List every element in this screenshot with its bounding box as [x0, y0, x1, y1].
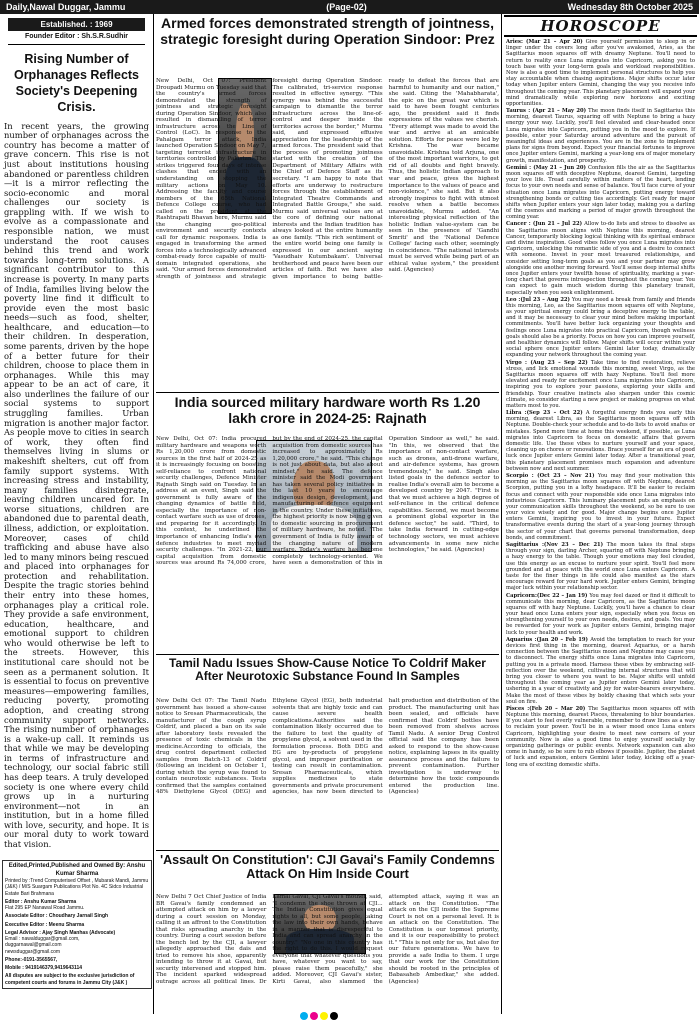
- article-3-body: New Delhi Oct 07: The Tamil Nadu government has issued a show-cause notice to Sresan Pharmaceuticals, the manufacturer of the cough syrup Coldrif, and placed a ban on its sale after laboratory tests revealed the presence of toxic chemicals in the medicine.According to officials, the drug control department collected samples from Batch-13 of Coldrif (following an incident on October 1, during which the syrup was found to contain neurotoxic substances. Tests confirmed that the samples contained 48% Diethylene Glycol (DEG) and Ethylene Glycol (EG), both industrial solvents that are highly toxic and can cause severe health complications.Authorities said the contamination likely occurred due to the failure to test the quality of propylene glycol, a solvent used in the formulation process. Both DEG and EG are by-products of propylene glycol, and improper purification or testing can result in contamination. Sresan Pharmaceuticals, which supplies medicines to state governments and private procurement agencies, has now been directed to halt production and distribution of the product. The manufacturing unit has been sealed, and officials have confirmed that Coldrif bottles have been removed from shelves across Tamil Nadu. A senior Drug Control official said the company has been asked to respond to the show-cause notice, explaining lapses in its quality assurance process and the failure to prevent contamination. Further investigation is underway to determine how the toxic compounds entered the production line. (Agencies): [156, 698, 499, 796]
- horoscope-sign-text: The moon finds itself in Sagittarius this morning, dearest Taurus, squaring off with Neptune to bring a hazy energy your way. Luckily, you'll feel elevated and clear-headed once Luna migrates into Capricorn, putting you in the mood to explore. If possible, enter your Saturday around adventure and the pursuit of meaningful ideas and experiences. You are in the zone to implement plans for signs from beyond. Expect your financial fortunes to improve once Jupiter enters Gemini, marking a year-long era of major monetary growth, manifestation, and prosperity.: [506, 108, 695, 164]
- imprint-exec: Executive Editor : Meenu Sharma: [5, 921, 85, 928]
- news-column: [156, 14, 499, 1020]
- horoscope-entry: [506, 542, 695, 592]
- horoscope-entry: [506, 410, 695, 472]
- masthead-paper: Daily,Nawal Duggar, Jammu: [6, 2, 126, 12]
- horoscope-sign-name: Pisces :(Feb 20 – Mar 20): [506, 705, 586, 712]
- horoscope-sign-text: Allow to-do lists and stress to dissolve as the Sagittarius moon aligns with Neptune this morning, dearest Cancer, temporarily blocking logical thinking with its spiritual embrace and divine inspiration. Good vibes follow you once Luna migrates into Capricorn, unlocking the romantic side of you and a desire to connect with someone. Invest in your most treasured relationships, and consider setting long-term goals as you and your partner may grow alongside one another moving forward. You'll sense deep internal shifts once Jupiter enters your twelfth house of spirituality, marking a year-long chart that governs introspection throughout the coming year. You can expect to gain much wisdom during this planetary transit, especially when you seek enlightenment.: [506, 221, 695, 296]
- imprint-legal: Legal Advisor : Ajay Singh Manhas (Advocate): [5, 929, 116, 936]
- horoscope-entry: [506, 593, 695, 636]
- horoscope-entry: [506, 297, 695, 359]
- horoscope-sign-text: You may find your motivation this morning as the Sagittarius moon squares off with Neptune, dearest Scorpion, putting you in a lofty headspace. It'll be easier to reclaim focus and connect with your responsible side once Luna migrates into industrious Capricorn. This luminary placement puts an emphasis on your communication skills throughout the weekend, so be sure to use your voice wisely and for good. Major change begins once Jupiter enters Gemini, inspiring you to invest in your future. Expect transformative events during the start of a year-long journey through the sector of your chart that governs personal transformation, deep bonds, and commitment.: [506, 472, 695, 541]
- horoscope-entry: [506, 473, 695, 541]
- horoscope-entry: [506, 165, 695, 221]
- headline-1: Armed forces demonstrated strength of jointness, strategic foresight during Operation Sindoor: Prez: [160, 15, 495, 47]
- masthead-date: Wednesday 8th October 2025: [567, 2, 693, 12]
- column-rule: [501, 14, 502, 1014]
- headline-3: Tamil Nadu Issues Show-Cause Notice To Coldrif Maker After Neurotoxic Substance Found In Samples: [156, 654, 499, 694]
- print-registration-marks: [300, 1012, 338, 1020]
- horoscope-sign-text: A forgetful energy finds you early this morning, dearest Libra, as the Sagittarius moon squares off with Neptune. Double-check your schedule and to-do lists to avoid snafus or mistakes. Spend more time at home this weekend, if possible, as Luna migrates into Capricorn to focus on domestic affairs that govern domestic life. Use these vibes to nurture yourself and your space, cleaning up on chores or renovations. Brace yourself for an era of good luck once Jupiter enters Gemini later today. After a transitional year, this planetary placement promises much expansion and adventure between now and next summer.: [506, 410, 695, 472]
- horoscope-sign-text: The moon takes its final steps through your sign, darling Archer, squaring off with Neptune bringing a hazy energy to the table. Though your emotions may feel clouded, use this energy as an excuse to nurture your spirit. You'll feel more grounded and at peace with the world once Luna enters Capricorn. A taste for the finer things in life could also manifest as the stars encourage reward for your hard work. Jupiter enters Gemini, bringing major luck within your relationship sector.: [506, 542, 695, 592]
- horoscope-entry: [506, 108, 695, 164]
- horoscope-title: HOROSCOPE: [504, 15, 697, 37]
- horoscope-sign-name: Aquarius :(Jan 20 – Feb 19): [506, 636, 588, 643]
- horoscope-sign-text: You may need a break from family and friends this morning, Leo, as the Sagittarius moon squares off with Neptune, as your spiritual energy could bring a deceptive energy to the table, and it may be necessary to clear your mind before making important commitments. You'll have better luck organizing your thoughts and feelings once Luna migrates into practical Capricorn, though wellness goals should also be a priority. Focus on how you can improve yourself, and healthier dynamics will follow. Major shifts will occur within your social sphere once Jupiter enters Gemini later today, dramatically expanding your network throughout the coming year.: [506, 296, 695, 359]
- imprint-phone: Phone:-0191-3565567,: [5, 956, 58, 963]
- horoscope-sign-text: Give yourself permission to sleep in or linger under the covers long after you've awakened, Aries, as the Sagittarius moon squares off with dreamy Neptune. You'll need to return to reality once Luna migrates into Capricorn, asking you to touch base with your long-term goals and workload responsibilities. Now is also a good time to implement personal structures to help you stay accountable when chasing aspirations. Major shifts occur later today when Jupiter enters Gemini, changing the way you receive info throughout the coming year. This planetary placement will expand your mind dramatically while exploring new horizons and exciting opportunities.: [506, 39, 695, 107]
- horoscope-sign-text: You may feel dazed or find it difficult to communicate this morning, dear Capricorn, as the Sagittarius moon squares off with hazy Neptune. Luckily, you'll have a chance to clear your head once Luna enters your sign, especially when you focus on strengthening yourself to your own needs, desires, and goals. You may be rewarded for your work as Jupiter enters Gemini, bringing major luck to your health and work.: [506, 592, 695, 636]
- horoscope-sign-name: Capricorn:(Dec 22 – Jan 19): [506, 592, 588, 599]
- article-4-body: New Delhi 7 Oct Chief Justice of India BR Gavai's family condemned an attempted attack on him by a lawyer during a court session on Monday, calling it an affront to the Constitution that risks spreading anarchy in the country. During a court session before the bench led by the CJI, a lawyer allegedly approached the dais and tried to remove his shoe, apparently intending to throw it at Gavai, but security intervened and stopped him. The incident sparked widespread outrage across all political lines. Dr Kamal Gavai, CJI Gavai's mother, said, "I condemn the shoe thrown at CJI... The Indian Constitution gives equal rights to all, but some people, taking the law into their own hands, behave in a manner that is disrespectful to India and can spread anarchy in the country." "No one in this country has the right to do this. I would request everyone that whatever questions you have, whatever you want to say, please raise them peacefully," she added. Moreover, CJI Gavai's sister, Kirti Gavai, also slammed the attempted attack, saying it was an attack on the Constitution. "The attack on the CJI inside the Supreme Court is not on a personal level. It is an attack on the Constitution. The Constitution is our topmost priority, and it is our responsibility to protect it." "This is not only for us, but also for our future generations. We have to provide a safe India to them. I urge that our work for the Constitution should be rooted in the principles of Babasaheb Ambedkar," she added. (Agencies): [156, 894, 499, 985]
- column-rule: [153, 14, 154, 1014]
- horoscope-body: [504, 39, 697, 768]
- horoscope-sign-name: Sagittarius :(Nov 23 – Dec 21): [506, 542, 604, 548]
- horoscope-sign-name: Gemini : (May 21 – Jun 20): [506, 164, 586, 171]
- horoscope-sign-name: Leo :(Jul 23 – Aug 22): [506, 296, 570, 303]
- horoscope-sign-text: Avoid the temptation to reach for your devices first thing in the morning, dearest Aquarius, or a harsh connection between the Sagittarius moon and Neptune may cause you to disconnect. The energy shifts once Luna migrates into Capricorn, putting you in a private mood. Harness these vibes by embracing self-reflection over the weekend, cultivating internal structures that will bring you closer to where you want to be. Major shifts will unfold throughout the coming year as Jupiter enters Gemini later today, ushering in a year of creativity and joy for water-bearers everywhere. Make the most of these vibes by boldly chasing that which sets your soul on fire.: [506, 636, 695, 705]
- horoscope-sign-text: Take time to find restoration, relieve stress, and lick emotional wounds this morning, sweet Virgo, as the Sagittarius moon squares off with hazy Neptune. You'll feel more elevated and ready for excitement once Luna migrates into Capricorn, inspiring you to explore your passions, exploring your skills and friendship. Your creative instincts also sharpen under this cosmic climate, so consider starting a new project or making progress on what matters most to you.: [506, 359, 695, 409]
- horoscope-entry: [506, 221, 695, 295]
- horoscope-sign-name: Aries: (Mar 21 – Apr 20): [506, 39, 583, 45]
- imprint-email3: newsduggar@gmail.com: [5, 948, 61, 955]
- masthead-bar: [0, 0, 699, 14]
- founder-label: Founder Editor : Sh.S.R.Sudhir: [8, 33, 145, 44]
- masthead-page: (Page-02): [326, 2, 367, 12]
- horoscope-entry: [506, 39, 695, 107]
- horoscope-entry: [506, 637, 695, 705]
- editorial-body: In recent years, the growing number of orphanages across the country has become a matter of grave concern. This rise is not just about institutions housing abandoned or parentless children—it is a mirror reflecting the socio-economic and moral challenges our society is grappling with. If we wish to evolve as a compassionate and responsible nation, we must understand the root causes behind this trend and work towards long-term solutions. A significant contributor to this increase is poverty. In many parts of India, families living below the poverty line find it difficult to provide even the most basic needs—such as food, shelter, healthcare, and education—to their children. In desperation, some parents, driven by the hope of a better future for their children, choose to place them in orphanages. While this may appear to be an act of care, it also underlines the failure of our social systems to support struggling families. Urban migration is another major factor. As people move to cities in search of work, they often find themselves living in slums or makeshift shelters, cut off from family support systems. With increasing stress and instability, many families disintegrate, leaving children uncared for. In worse situations, children are abandoned due to parental death, illness, addiction, or exploitation. Moreover, cases of child trafficking and abuse have also led to many minors being rescued and placed into orphanages for protection and rehabilitation. Despite the tragic stories behind their entry into these homes, orphanages play a critical role. They provide a safe environment, education, healthcare, and emotional support to children who would otherwise be left to the streets. However, this institutional care should not be seen as a permanent solution. It is essential to focus on preventive measures—empowering families, reducing poverty, promoting adoption, and creating strong community support networks. The rising number of orphanages is a wake-up call. It reminds us that while we may be developing in terms of infrastructure and technology, our social fabric still has deep tears. A truly developed society is one where every child grows up in a nurturing environment—not in an institution, but in a home filled with love, security, and hope. It is our moral duty to work toward that vision.: [4, 120, 149, 850]
- imprint-assoc: Associate Editor : Choudhary Jarnail Singh: [5, 913, 109, 920]
- imprint-box: [2, 860, 152, 989]
- article-1-body: New Delhi, Oct 07: President Droupadi Murmu on Tuesday said that the country's armed forces demonstrated the strength of jointness and strategic foresight during Operation Sindoor, which also resulted in dismantling of terror infrastructure across the Line of Control (LoC). In response to the Pahalgam terror attack, India launched Operation Sindoor on May 7, targeting terrorist infrastructure in territories controlled by Pakistan. The strikes triggered four days of intense clashes that ended with an understanding on stopping the military actions on May 10. Addressing the faculty and course members of the 65th National Defence College course, who had called on the president at the Rashtrapati Bhavan here, Murmu said the changing geo-political environment and security contexts call for dynamic responses. India is engaged in transforming the armed forces into a technologically advanced combat-ready force capable of multi-domain integrated operations, she said. "Our armed forces demonstrated strength of jointness and strategic foresight during Operation Sindoor. The calibrated, tri-service response resulted in effective synergy. "This synergy was behind the successful campaign to dismantle the terror infrastructure across the line-of-control and deeper inside the territories across the border," Murmu said, and expressed effusive appreciation for the leadership of the armed forces. The president said that the process of promoting jointness started with the creation of the Department of Military Affairs with the Chief of Defence Staff as its secretary. "I am happy to note that efforts are underway to restructure forces through the establishment of Integrated Theatre Commands and Integrated Battle Groups," she said. Murmu said universal values are at the core of defining our national interests and the Indian tradition has always looked at the entire humanity as one family. "This rich sentiment of the entire world being one family is expressed in our ancient saying 'Vasudhaiv Kutumbakam'. Universal brotherhood and peace have been our articles of faith. But we have also given importance to being battle-ready to defeat the forces that are harmful to humanity and our nation," she said. Citing the 'Mahabharata', the epic on the great war which is said to have been fought centuries ago, the president said it finds expressions of the values we cherish. "Every attempt was made to avoid the war and arrive at an amicable solution. Efforts for peace were led by Krishna. The war became unavoidable. Krishna told Arjuna, one of the most important warriors, to get rid of all doubts and fight bravely. Thus, the holistic Indian approach to war and peace, gives the highest importance to the values of peace and non-violence," she said. But it also strongly inspires to fight with utmost resolve when a battle becomes unavoidable, Murmu added. "An interesting physical reflection of the holistic Indian value-system can be seen in the presence of 'Gandhi Smriti' and the 'National Defence College' facing each other, seemingly in coincidence. "The national interests must be served while being part of an ethical value system," the president said. (Agencies): [156, 78, 499, 280]
- imprint-email1: Email : nawalduggar@gmail.com,: [5, 936, 80, 942]
- headline-2: India sourced military hardware worth Rs 1.20 lakh crore in 2024-25: Rajnath: [156, 392, 499, 432]
- editorial-heading: Rising Number of Orphanages Reflects Society's Deepening Crisis.: [13, 51, 140, 115]
- horoscope-sign-name: Scorpio : (Oct 23 – Nov 21): [506, 472, 595, 479]
- horoscope-sign-name: Libra :(Sep 23 – Oct 22): [506, 410, 583, 417]
- headline-4: 'Assault On Constitution': CJI Gavai's Family Condemns Attack On Him Inside Court: [156, 850, 499, 890]
- imprint-email2: duggarnawal@gmail.com: [5, 942, 62, 949]
- horoscope-column: [504, 14, 697, 1020]
- established-label: Established. : 1969: [8, 18, 145, 31]
- article-2-body: New Delhi, Oct 07: India procured military hardware and weapons worth Rs 1,20,000 crore from domestic sources in the first half of 2024-25 as it is increasingly focusing on boosting self-reliance to confront national security challenges, Defence Minister Rajnath Singh said on Tuesday. In an address at an event, Singh said the government is fully aware of the changing dynamics of battle field, especially the importance of non-contact warfare such as use of drones, and preparing for it accordingly. In this context, he underlined the importance of enhancing India's own defence industries to meet myriad security challenges. "In 2021-22, our capital acquisition from domestic sources was around Rs 74,000 crore, but by the end of 2024-25, the capital acquisition from domestic sources has increased to approximately Rs 1,20,000 crore," he said. "This change is not just about data, but also about mindset," he said. The defence minister said the Modi government has taken several policy initiatives in the last 10 years to encourage indigenous design, development, and manufacturing of defence equipment in the country. Under these initiatives, the highest priority is now being given to domestic sourcing in procurement of military hardware, he noted. "The government of India is fully aware of the changing nature of modern warfare. Today's warfare has become completely technology-oriented. We have seen a demonstration of this in Operation Sindoor as well," he said. "In this, we observed that the importance of non-contact warfare, such as drones, anti-drone warfare, and air-defence systems, has grown tremendously," he said. Singh also listed goals in the defence sector to realise India's overall aim to become a developed country by 2047. "First is that we must achieve a high degree of self-reliance in the critical defence capabilities. Second, we must become a prominent global exporter in the defence sector," he said. "Third, to take India forward in cutting-edge technology sectors, we must achieve advancements in some new niche technologies," he said. (Agencies): [156, 436, 499, 567]
- imprint-printed: Printed by :Trend Computerised Offset , Mubarak Mandi, Jammu (J&K) / M/S Suargam Publications Plot No. 4C Sidco Industrial Estate Bari Brahmana: [5, 878, 149, 897]
- horoscope-entry: [506, 706, 695, 768]
- horoscope-sign-name: Taurus : (Apr 21 – May 20): [506, 108, 587, 115]
- horoscope-sign-name: Cancer : (Jun 21 – Jul 22): [506, 221, 583, 228]
- imprint-title: Edited,Printed,Published and Owned By: Anshu Kumar Sharma: [8, 863, 146, 877]
- horoscope-sign-text: Confusion fills the air as the Sagittarius moon squares off with deceptive Neptune, dearest Gemini, targeting your love life. Tread carefully within matters of the heart, lending focus to your own needs and sense of balance. You'll face curve of your situation once Luna migrates into Capricorn, putting energy toward strengthening bonds or cutting ties accordingly. Get ready for major shifts when Jupiter enters your sign later today, making you a darling of the cosmos and marking a period of major growth throughout the coming year.: [506, 164, 695, 221]
- horoscope-entry: [506, 360, 695, 410]
- imprint-mobile: Mobile : 9419146379,9419643114: [5, 965, 83, 971]
- imprint-flat: Flat 295 EP Nanawal Road Jammu.: [5, 905, 85, 911]
- horoscope-sign-text: The Sagittarius moon squares off with Neptune this morning, dearest Pisces, threatening to blur boundaries. If you start to feel overly vulnerable, remember to draw lines as a way to reclaim your power. You'll be in a wiser mood once Luna enters Capricorn, highlighting your desire to meet new corners of your community. Now is also a good time to enjoy yourself socially by organizing gatherings or public events. Network expansion can also come in handy, so be sure to rub elbows if possible. Jupiter, the planet of luck and expansion, enters Gemini later today, kicking off a year-long era of exciting domestic shifts.: [506, 705, 695, 768]
- imprint-editor: Editor : Anshu Kumar Sharma: [5, 898, 77, 905]
- horoscope-sign-name: Virgo : (Aug 23 – Sep 22): [506, 359, 588, 366]
- imprint-disputes: All disputes are subject to the exclusive jurisdiction of competent courts and forums in Jammu City (J&K ): [5, 973, 135, 986]
